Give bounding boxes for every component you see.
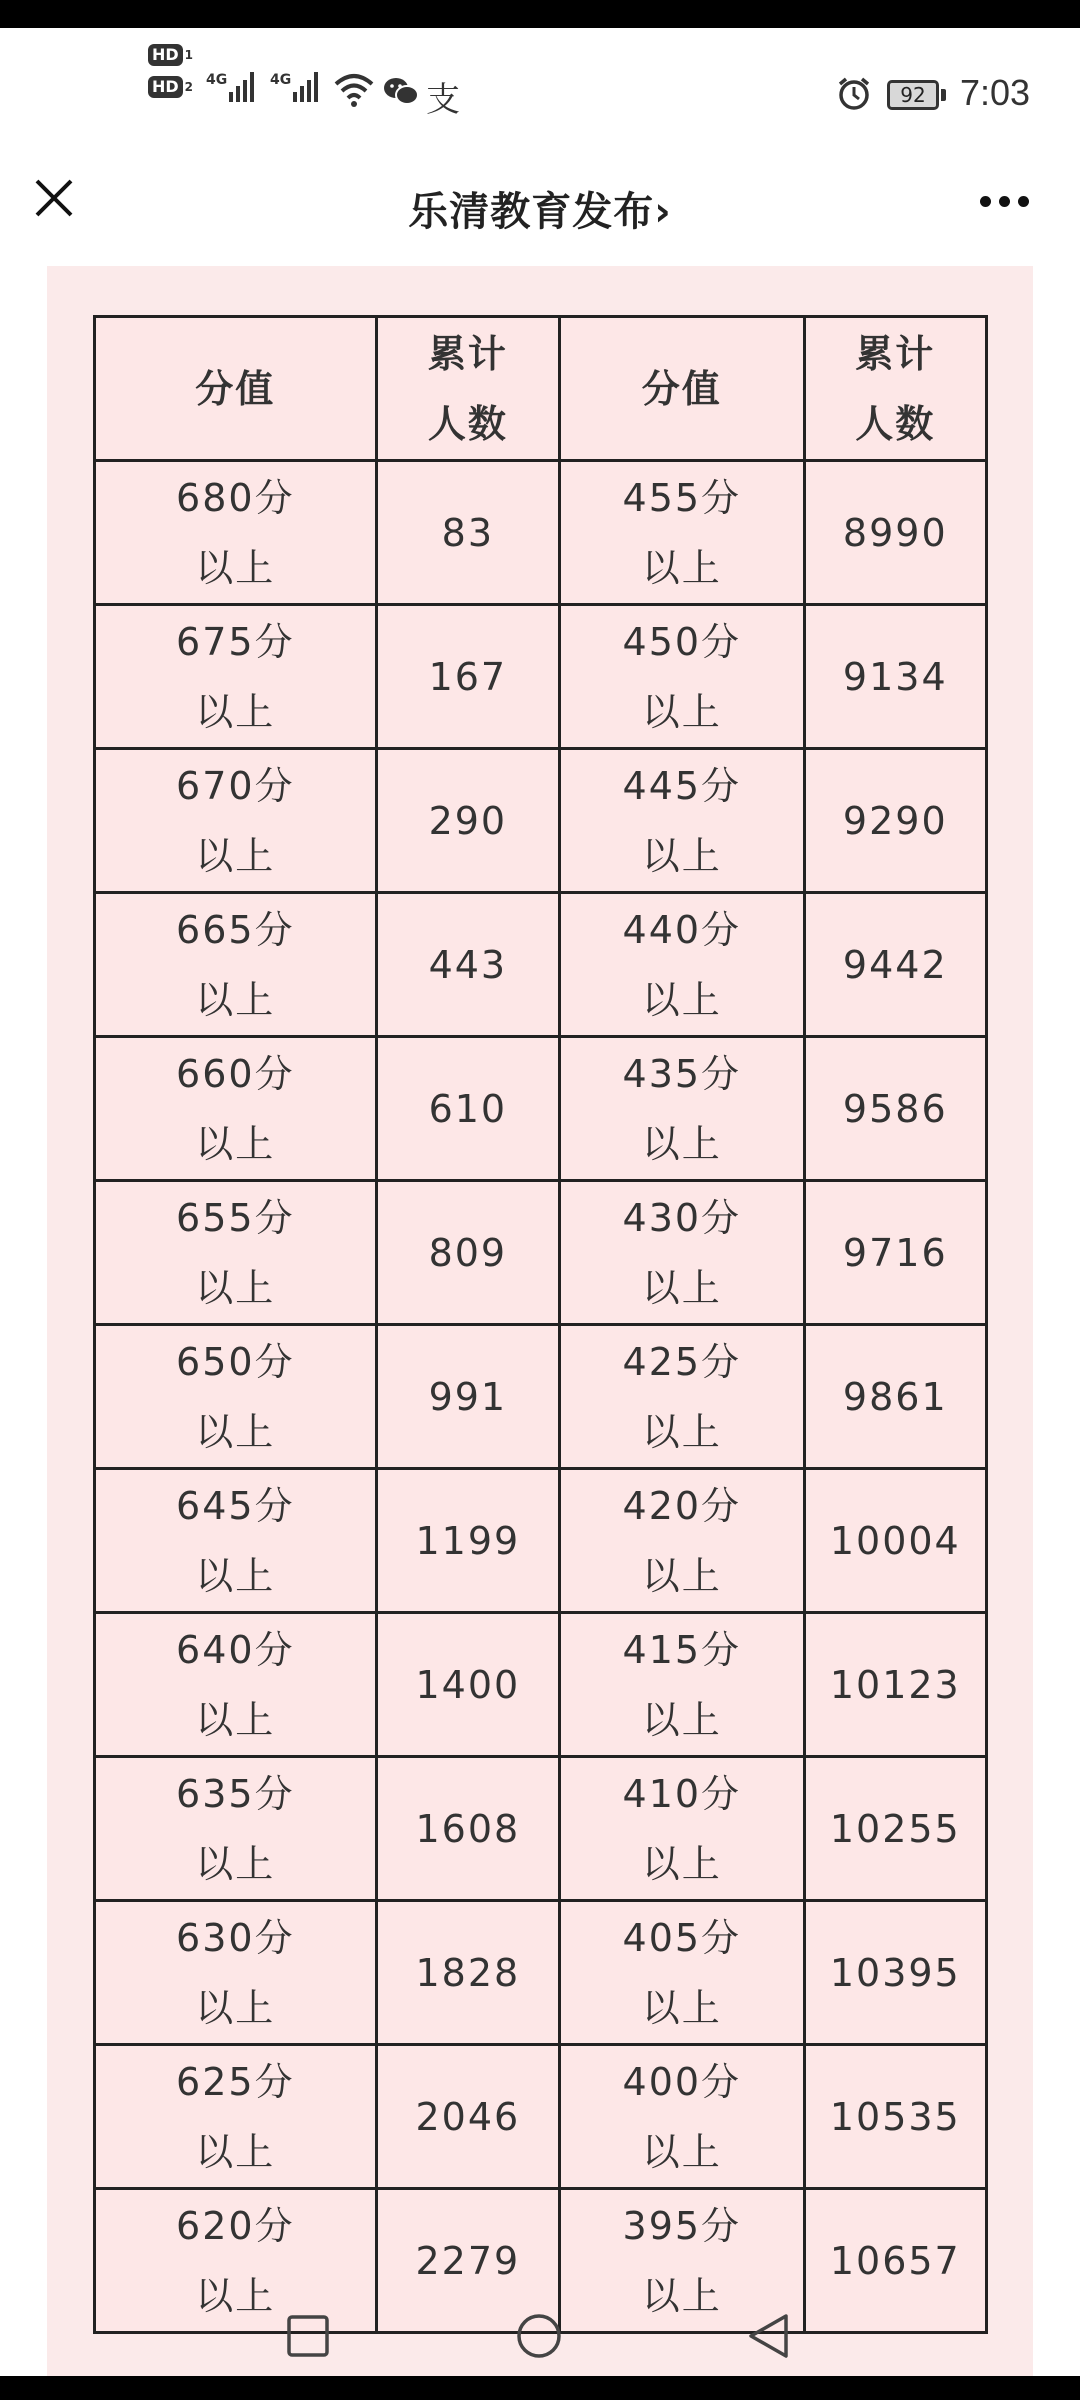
count-b-cell: 10004 (804, 1469, 986, 1613)
sim1-indicator (148, 42, 193, 68)
table-row (95, 1181, 987, 1325)
count-a-cell: 809 (376, 1181, 559, 1325)
score-b-cell: 400分 以上 (560, 2045, 805, 2189)
count-a-cell: 2046 (376, 2045, 559, 2189)
score-b-cell: 395分 以上 (560, 2189, 805, 2333)
score-a-cell: 655分 以上 (95, 1181, 377, 1325)
sim1-index: 1 (184, 48, 194, 62)
score-a-cell: 680分 以上 (95, 461, 377, 605)
table-row (95, 605, 987, 749)
score-a-cell: 645分 以上 (95, 1469, 377, 1613)
score-b-cell: 420分 以上 (560, 1469, 805, 1613)
count-a-cell: 2279 (376, 2189, 559, 2333)
score-b-cell: 425分 以上 (560, 1325, 805, 1469)
score-b-cell: 435分 以上 (560, 1037, 805, 1181)
count-a-cell: 167 (376, 605, 559, 749)
score-a-cell: 660分 以上 (95, 1037, 377, 1181)
back-icon[interactable] (746, 2312, 792, 2360)
score-a-cell: 630分 以上 (95, 1901, 377, 2045)
score-a-cell: 640分 以上 (95, 1613, 377, 1757)
count-b-cell: 8990 (804, 461, 986, 605)
score-a-cell: 620分 以上 (95, 2189, 377, 2333)
signal2-icon (270, 72, 321, 102)
count-a-cell: 1608 (376, 1757, 559, 1901)
table-row (95, 893, 987, 1037)
signal1-label: 4G (206, 72, 228, 88)
count-a-cell: 443 (376, 893, 559, 1037)
battery-icon (887, 80, 939, 110)
count-b-cell: 10535 (804, 2045, 986, 2189)
count-b-cell: 9586 (804, 1037, 986, 1181)
chevron-right-icon: › (654, 189, 672, 235)
score-b-cell: 410分 以上 (560, 1757, 805, 1901)
score-b-cell: 430分 以上 (560, 1181, 805, 1325)
account-title-link[interactable] (0, 180, 1080, 237)
status-time: 7:03 (960, 72, 1031, 113)
count-b-cell: 9716 (804, 1181, 986, 1325)
alipay-icon: 支 (426, 80, 460, 120)
score-distribution-table (93, 315, 988, 2334)
count-a-cell: 83 (376, 461, 559, 605)
table-row (95, 2045, 987, 2189)
header-score-a: 分值 (95, 317, 377, 461)
table-row (95, 749, 987, 893)
score-b-cell: 415分 以上 (560, 1613, 805, 1757)
alarm-icon (836, 76, 872, 112)
battery-tip (941, 89, 946, 101)
score-a-cell: 670分 以上 (95, 749, 377, 893)
score-b-cell: 450分 以上 (560, 605, 805, 749)
header-count-a: 累计 人数 (376, 317, 559, 461)
count-b-cell: 10395 (804, 1901, 986, 2045)
wifi-icon (334, 72, 374, 108)
table-row (95, 1613, 987, 1757)
table-row (95, 1325, 987, 1469)
count-b-cell: 9134 (804, 605, 986, 749)
table-row (95, 1469, 987, 1613)
count-b-cell: 9861 (804, 1325, 986, 1469)
header-score-b: 分值 (560, 317, 805, 461)
score-a-cell: 675分 以上 (95, 605, 377, 749)
count-b-cell: 9442 (804, 893, 986, 1037)
signal2-label: 4G (270, 72, 292, 88)
recent-apps-icon[interactable] (286, 2314, 330, 2358)
wechat-icon (383, 76, 419, 106)
score-a-cell: 665分 以上 (95, 893, 377, 1037)
count-a-cell: 1400 (376, 1613, 559, 1757)
table-row (95, 1757, 987, 1901)
sim-indicators (148, 42, 193, 106)
bottom-edge (0, 2376, 1080, 2400)
score-a-cell: 625分 以上 (95, 2045, 377, 2189)
score-b-cell: 445分 以上 (560, 749, 805, 893)
score-a-cell: 635分 以上 (95, 1757, 377, 1901)
count-a-cell: 991 (376, 1325, 559, 1469)
sim2-index: 2 (184, 80, 194, 94)
count-a-cell: 610 (376, 1037, 559, 1181)
count-b-cell: 9290 (804, 749, 986, 893)
sim2-label: HD (148, 76, 183, 98)
table-header-row (95, 317, 987, 461)
header-count-b: 累计 人数 (804, 317, 986, 461)
home-icon[interactable] (515, 2312, 563, 2360)
table-row (95, 1037, 987, 1181)
count-b-cell: 10255 (804, 1757, 986, 1901)
signal1-icon (206, 72, 257, 102)
table-row (95, 461, 987, 605)
count-b-cell: 10657 (804, 2189, 986, 2333)
count-b-cell: 10123 (804, 1613, 986, 1757)
count-a-cell: 1199 (376, 1469, 559, 1613)
table-row (95, 1901, 987, 2045)
count-a-cell: 1828 (376, 1901, 559, 2045)
sim2-indicator (148, 74, 193, 100)
account-name: 乐清教育发布 (408, 189, 655, 235)
sim1-label: HD (148, 44, 183, 66)
score-b-cell: 440分 以上 (560, 893, 805, 1037)
more-icon[interactable] (980, 196, 1037, 207)
top-edge (0, 0, 1080, 28)
score-b-cell: 405分 以上 (560, 1901, 805, 2045)
count-a-cell: 290 (376, 749, 559, 893)
table-row (95, 2189, 987, 2333)
battery-level: 92 (900, 83, 926, 107)
score-b-cell: 455分 以上 (560, 461, 805, 605)
score-a-cell: 650分 以上 (95, 1325, 377, 1469)
